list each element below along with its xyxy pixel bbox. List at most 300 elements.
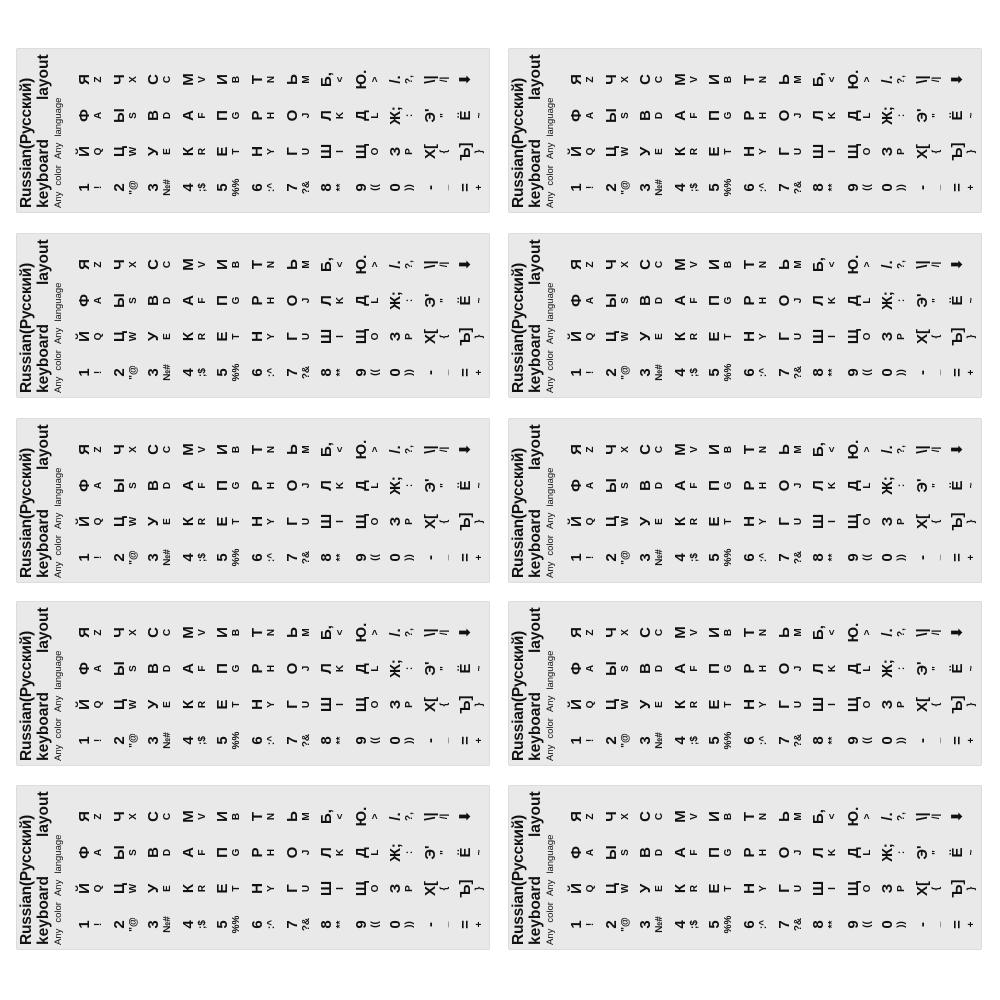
key-secondary: Q [585, 147, 596, 156]
key-label [213, 616, 245, 649]
subtitle-layout: layout [35, 54, 52, 100]
key-primary: 0 [387, 183, 405, 192]
key-label [421, 616, 453, 649]
key-primary: Р [741, 295, 758, 306]
key-secondary: T [723, 148, 735, 155]
key-primary: У [145, 516, 163, 527]
key-primary: Б, [810, 809, 828, 824]
key-secondary: C [162, 445, 174, 454]
key-primary: 5 [706, 553, 724, 562]
key-primary: Х[ [914, 329, 931, 344]
key-primary: Г [775, 332, 793, 341]
key-secondary: I [335, 520, 347, 523]
key-label [705, 836, 737, 869]
key-secondary: X [127, 76, 139, 83]
key-label [248, 469, 280, 502]
key-secondary: S [619, 665, 631, 672]
key-secondary: X [127, 629, 139, 636]
key-primary: К [179, 883, 197, 894]
key-primary: Ш [318, 143, 336, 160]
key-secondary: Q [93, 700, 104, 709]
key-primary: Ы [110, 478, 128, 493]
key-primary: Ъ] [948, 879, 966, 898]
key-label [636, 724, 668, 757]
key-secondary: B [231, 628, 243, 637]
key-secondary: > [861, 629, 873, 636]
key-secondary: K [827, 848, 839, 857]
key-primary: 8 [318, 183, 336, 192]
key-label [671, 135, 703, 168]
key-label [705, 284, 737, 317]
key-primary: Ц [602, 146, 620, 157]
key-secondary: { [439, 886, 450, 891]
key-secondary: V [688, 261, 700, 268]
key-label [878, 248, 910, 281]
tagline-word: Any [545, 744, 556, 761]
key-secondary: O [369, 884, 381, 893]
key-primary: И [214, 811, 232, 822]
key-secondary: :^ [266, 552, 277, 563]
key-primary: Э' [914, 293, 931, 308]
key-primary: 6 [249, 553, 266, 562]
key-primary: Щ [844, 880, 862, 897]
key-primary: Е [214, 883, 232, 894]
key-primary: М [671, 73, 689, 86]
key-secondary: < [827, 629, 839, 636]
key-primary: У [145, 331, 163, 342]
key-secondary: G [723, 481, 735, 490]
key-secondary: R [688, 517, 700, 526]
key-label [671, 836, 703, 869]
key-label [878, 284, 910, 317]
key-secondary: Z [585, 76, 596, 83]
key-label [421, 320, 453, 353]
key-primary: Ё [948, 847, 966, 858]
key-primary: Ъ] [456, 142, 474, 161]
key-secondary: W [619, 883, 631, 894]
key-primary: А [179, 663, 197, 674]
key-secondary: ** [335, 553, 347, 562]
tagline-word: Any [53, 561, 64, 578]
key-primary: = [456, 553, 474, 562]
key-label [317, 433, 349, 466]
key-secondary: Z [93, 261, 104, 268]
key-secondary: P [896, 518, 908, 525]
key-label [179, 320, 211, 353]
key-secondary: B [723, 628, 735, 637]
key-primary: Л [318, 480, 336, 491]
key-primary: Л [318, 847, 336, 858]
key-secondary: V [196, 629, 208, 636]
key-secondary: " [439, 666, 450, 671]
key-secondary: < [335, 813, 347, 820]
tagline [545, 829, 556, 945]
key-secondary: O [861, 147, 873, 156]
key-secondary: W [127, 516, 139, 527]
key-primary: ⬇ [948, 258, 966, 271]
key-label [283, 800, 315, 833]
key-primary: 1 [568, 920, 585, 929]
key-label [671, 63, 703, 96]
key-primary: ⬇ [948, 443, 966, 456]
key-secondary: + [965, 184, 977, 191]
key-primary: 6 [741, 920, 758, 929]
key-primary: Ъ] [456, 512, 474, 531]
key-secondary: O [861, 517, 873, 526]
key-secondary: I [335, 335, 347, 338]
key-label [809, 616, 841, 649]
key-label [421, 688, 453, 721]
key-primary: В [145, 847, 163, 858]
key-label [317, 616, 349, 649]
key-primary: У [637, 516, 655, 527]
key-secondary: L [369, 297, 381, 304]
key-label [636, 908, 668, 941]
sticker-header [509, 49, 559, 213]
key-label [283, 688, 315, 721]
key-primary: 6 [741, 368, 758, 377]
key-primary: С [637, 811, 655, 822]
key-secondary: I [827, 703, 839, 706]
key-label [213, 99, 245, 132]
tagline-word: language [545, 650, 556, 690]
key-secondary: F [196, 665, 208, 672]
key-label [740, 171, 772, 204]
key-label [352, 836, 384, 869]
key-label [705, 99, 737, 132]
key-secondary: } [473, 886, 485, 891]
key-primary: Д [352, 480, 370, 491]
key-label [567, 356, 599, 389]
key-label [809, 320, 841, 353]
key-secondary: J [792, 112, 804, 119]
key-label [421, 248, 453, 281]
key-primary: Е [214, 699, 232, 710]
key-primary: Ф [568, 294, 585, 307]
key-label [144, 356, 176, 389]
key-secondary: P [896, 701, 908, 708]
key-label [740, 320, 772, 353]
key-primary: Х[ [914, 144, 931, 159]
key-secondary: №# [654, 549, 666, 566]
subtitle-keyboard: keyboard [527, 139, 544, 208]
key-label [844, 541, 876, 574]
key-label [878, 688, 910, 721]
key-secondary: _ [439, 737, 450, 744]
key-primary: И [214, 444, 232, 455]
key-label [110, 724, 142, 757]
key-secondary: Z [93, 813, 104, 820]
key-primary: Щ [844, 513, 862, 530]
key-primary: А [671, 663, 689, 674]
key-secondary: T [723, 885, 735, 892]
key-label [567, 248, 599, 281]
key-label [948, 800, 980, 833]
key-secondary: F [196, 849, 208, 856]
key-primary: = [456, 183, 474, 192]
key-secondary: G [723, 296, 735, 305]
tagline-word: Any [53, 142, 64, 160]
key-secondary: ~ [473, 112, 485, 119]
key-label [144, 908, 176, 941]
key-secondary: ** [335, 368, 347, 377]
key-label [110, 284, 142, 317]
key-label [386, 356, 418, 389]
key-primary: Ч [110, 811, 128, 822]
key-secondary: _ [439, 184, 450, 191]
key-label [213, 800, 245, 833]
key-label [352, 99, 384, 132]
key-secondary: F [688, 665, 700, 672]
key-label [283, 99, 315, 132]
key-primary: 6 [249, 736, 266, 745]
key-label [144, 320, 176, 353]
key-primary: Ъ] [948, 142, 966, 161]
key-label [705, 908, 737, 941]
key-secondary: U [792, 884, 804, 893]
key-secondary: B [231, 75, 243, 84]
key-secondary: + [473, 369, 485, 376]
key-primary: Ъ] [948, 327, 966, 346]
key-secondary: } [473, 702, 485, 707]
keyboard-sticker [16, 785, 490, 950]
key-secondary: R [688, 147, 700, 156]
key-primary: 4 [179, 736, 197, 745]
key-secondary: W [127, 146, 139, 157]
key-primary: Р [249, 480, 266, 491]
key-primary: Х[ [422, 881, 439, 896]
key-label [248, 836, 280, 869]
key-primary: Е [214, 146, 232, 157]
key-secondary: ! [585, 738, 596, 743]
key-label [386, 469, 418, 502]
key-primary: М [179, 626, 197, 639]
key-label [75, 284, 107, 317]
key-label [913, 248, 945, 281]
key-label [948, 63, 980, 96]
key-primary: О [775, 109, 793, 122]
key-label [352, 433, 384, 466]
key-label [352, 135, 384, 168]
key-secondary: J [300, 297, 312, 304]
key-label [352, 872, 384, 905]
key-secondary: "@ [127, 365, 139, 380]
key-label [317, 63, 349, 96]
key-secondary: T [723, 333, 735, 340]
key-secondary: J [792, 482, 804, 489]
key-secondary: A [585, 664, 596, 673]
key-label [636, 652, 668, 685]
key-primary: У [637, 883, 655, 894]
key-label [386, 836, 418, 869]
key-label [705, 320, 737, 353]
key-label [75, 433, 107, 466]
key-secondary: I [335, 150, 347, 153]
key-primary: Г [775, 147, 793, 156]
key-primary: П [706, 295, 724, 306]
key-label [705, 356, 737, 389]
key-label [602, 800, 634, 833]
key-primary: 2 [110, 183, 128, 192]
key-secondary: + [473, 554, 485, 561]
key-primary: Д [844, 295, 862, 306]
key-secondary: №# [162, 732, 174, 749]
key-secondary: ?, [896, 628, 908, 637]
key-primary: - [914, 555, 931, 560]
key-secondary: U [792, 147, 804, 156]
key-secondary: Z [585, 261, 596, 268]
key-primary: - [422, 370, 439, 375]
key-primary: О [775, 294, 793, 307]
key-label [213, 469, 245, 502]
key-primary: О [775, 662, 793, 675]
key-primary: С [637, 444, 655, 455]
key-primary: 3 [145, 183, 163, 192]
key-primary: Т [249, 74, 266, 85]
key-secondary: ?& [792, 365, 804, 380]
key-label [352, 652, 384, 685]
key-primary: Ь [283, 259, 301, 270]
key-primary: К [671, 146, 689, 157]
title-text: Russian(Русский) [18, 630, 35, 761]
key-label [179, 908, 211, 941]
key-label [110, 469, 142, 502]
key-secondary: R [196, 147, 208, 156]
key-secondary: ** [335, 920, 347, 929]
tagline-word: Any [53, 376, 64, 393]
key-primary: 4 [179, 368, 197, 377]
key-primary: /. [387, 812, 405, 821]
key-label [213, 872, 245, 905]
key-primary: Э' [914, 478, 931, 493]
key-primary: И [706, 74, 724, 85]
key-label [809, 248, 841, 281]
key-label [144, 688, 176, 721]
key-primary: В [637, 847, 655, 858]
key-label [948, 872, 980, 905]
key-label [317, 541, 349, 574]
key-secondary: /| [931, 76, 942, 83]
key-label [110, 63, 142, 96]
key-label [144, 469, 176, 502]
key-secondary: + [965, 921, 977, 928]
key-label [878, 616, 910, 649]
key-primary: Ж; [387, 106, 405, 125]
key-label [248, 284, 280, 317]
key-secondary: H [266, 481, 277, 490]
key-label [878, 652, 910, 685]
key-label [421, 505, 453, 538]
key-primary: 4 [671, 553, 689, 562]
key-label [213, 724, 245, 757]
key-primary: Г [775, 884, 793, 893]
key-primary: Д [844, 110, 862, 121]
key-secondary: ;$ [688, 183, 700, 192]
keyboard-sticker [16, 601, 490, 766]
key-primary: - [422, 922, 439, 927]
key-secondary: S [127, 665, 139, 672]
key-secondary: C [654, 445, 666, 454]
key-secondary: )) [896, 737, 908, 744]
key-primary: Ь [283, 811, 301, 822]
key-primary: Ю. [352, 806, 370, 827]
keyboard-sticker [508, 785, 982, 950]
key-secondary: C [162, 260, 174, 269]
key-label [75, 616, 107, 649]
key-secondary: %% [231, 731, 243, 750]
key-primary: Ч [602, 259, 620, 270]
key-secondary: Y [758, 701, 769, 708]
key-label [144, 99, 176, 132]
key-secondary: M [792, 75, 804, 84]
key-primary: Е [214, 516, 232, 527]
key-secondary: { [439, 334, 450, 339]
key-primary: Л [318, 663, 336, 674]
key-primary: Й [76, 699, 93, 710]
key-primary: Ч [110, 627, 128, 638]
sticker-header [509, 602, 559, 766]
key-label [671, 320, 703, 353]
title-text: Russian(Русский) [510, 814, 527, 945]
key-secondary: )) [896, 921, 908, 928]
key-secondary: "@ [127, 180, 139, 195]
key-primary: Й [76, 331, 93, 342]
key-label [602, 836, 634, 869]
key-primary: Ф [568, 662, 585, 675]
key-label [317, 284, 349, 317]
key-secondary: _ [931, 554, 942, 561]
key-secondary: < [335, 629, 347, 636]
key-secondary: I [335, 887, 347, 890]
key-label [636, 171, 668, 204]
key-secondary: F [688, 112, 700, 119]
key-label [144, 248, 176, 281]
key-label [213, 908, 245, 941]
key-secondary: " [931, 298, 942, 303]
key-secondary: C [162, 75, 174, 84]
key-primary: Р [249, 295, 266, 306]
key-primary: Б, [318, 257, 336, 272]
key-secondary: %% [723, 363, 735, 382]
key-secondary: L [861, 849, 873, 856]
key-secondary: H [266, 848, 277, 857]
key-label [179, 836, 211, 869]
key-primary: Ц [602, 699, 620, 710]
key-label [844, 356, 876, 389]
key-label [636, 505, 668, 538]
key-secondary: F [196, 482, 208, 489]
key-primary: Ъ] [456, 695, 474, 714]
key-secondary: K [335, 296, 347, 305]
key-primary: Ё [456, 480, 474, 491]
key-label [421, 433, 453, 466]
key-secondary: (( [861, 921, 873, 928]
key-secondary: :^ [266, 367, 277, 378]
key-primary: 1 [76, 736, 93, 745]
key-primary: Ц [110, 516, 128, 527]
key-secondary: T [231, 148, 243, 155]
key-secondary: №# [654, 179, 666, 196]
key-primary: Я [568, 259, 585, 270]
key-primary: Щ [352, 143, 370, 160]
key-primary: Ф [76, 846, 93, 859]
key-secondary: №# [654, 364, 666, 381]
key-label [844, 652, 876, 685]
key-primary: Й [568, 883, 585, 894]
key-label [456, 320, 488, 353]
key-secondary: Y [266, 518, 277, 525]
tagline-word: color [545, 902, 556, 923]
